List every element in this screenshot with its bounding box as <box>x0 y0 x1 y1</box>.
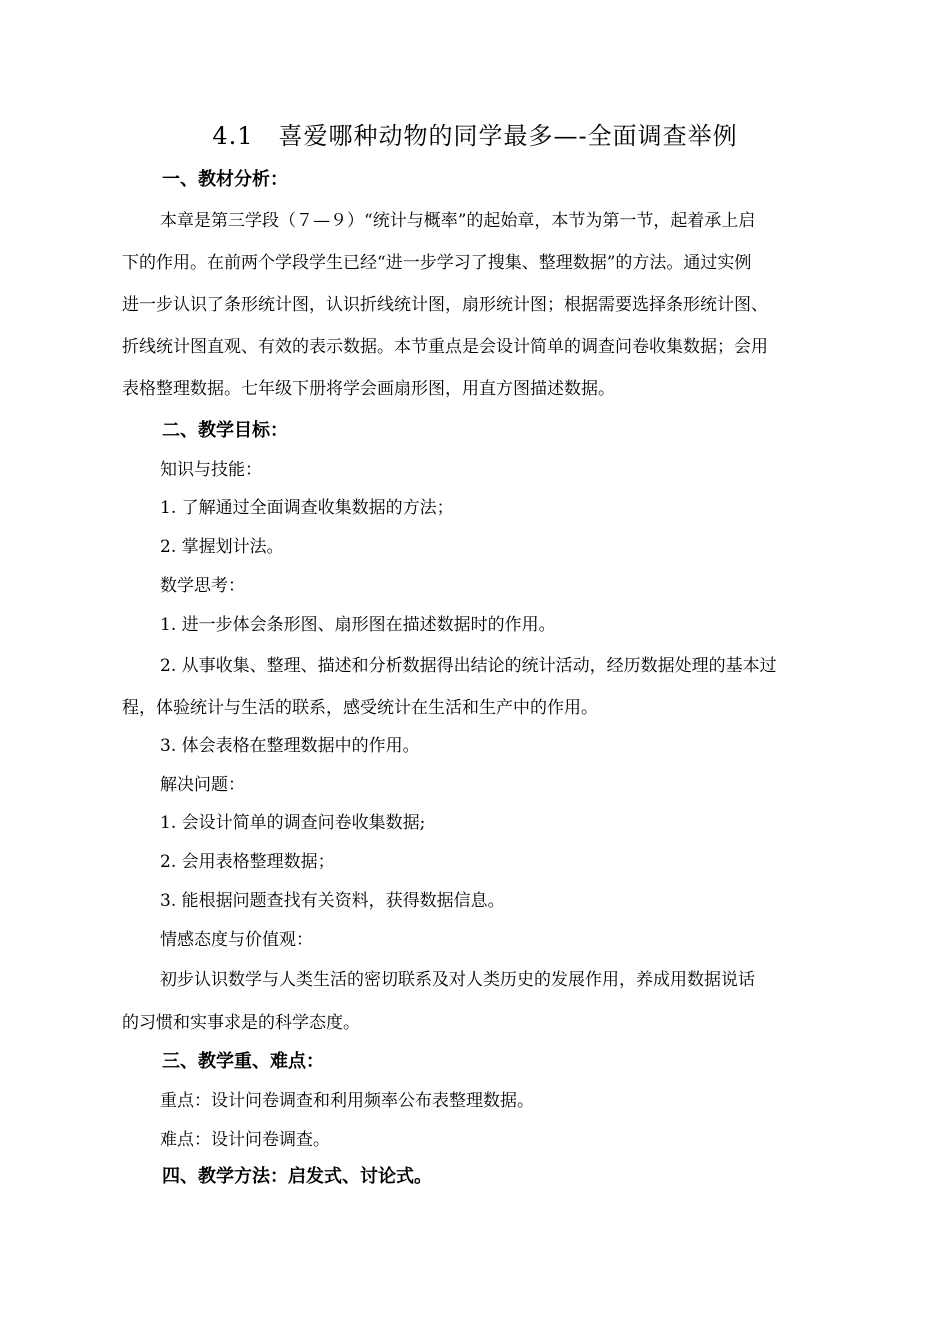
difficulty-line: 难点：设计问卷调查。 <box>160 1130 330 1150</box>
list-item: 1. 了解通过全面调查收集数据的方法； <box>160 498 454 518</box>
subheading-thinking: 数学思考： <box>160 576 245 596</box>
document-title: 4.1 喜爱哪种动物的同学最多—-全面调查举例 <box>212 122 738 150</box>
paragraph-line: 进一步认识了条形统计图，认识折线统计图，扇形统计图；根据需要选择条形统计图、 <box>122 295 768 315</box>
paragraph-line: 折线统计图直观、有效的表示数据。本节重点是会设计简单的调查问卷收集数据；会用 <box>122 337 768 357</box>
list-item: 1. 会设计简单的调查问卷收集数据; <box>160 813 426 833</box>
section-heading-textbook-analysis: 一、教材分析： <box>162 169 288 190</box>
paragraph-line: 下的作用。在前两个学段学生已经“进一步学习了搜集、整理数据”的方法。通过实例 <box>122 253 752 273</box>
subheading-knowledge: 知识与技能： <box>160 460 262 480</box>
section-heading-teaching-methods: 四、教学方法：启发式、讨论式。 <box>162 1166 432 1187</box>
subheading-problem-solving: 解决问题： <box>160 775 245 795</box>
list-item: 2. 会用表格整理数据； <box>160 852 335 872</box>
section-heading-key-points: 三、教学重、难点： <box>162 1051 324 1072</box>
list-item-continuation: 程，体验统计与生活的联系，感受统计在生活和生产中的作用。 <box>122 698 598 718</box>
list-item: 1. 进一步体会条形图、扇形图在描述数据时的作用。 <box>160 615 556 635</box>
list-item: 3. 体会表格在整理数据中的作用。 <box>160 736 420 756</box>
paragraph-line: 初步认识数学与人类生活的密切联系及对人类历史的发展作用，养成用数据说话 <box>160 970 755 990</box>
section-heading-teaching-goals: 二、教学目标： <box>162 420 288 441</box>
subheading-emotion-values: 情感态度与价值观： <box>160 930 313 950</box>
paragraph-line: 的习惯和实事求是的科学态度。 <box>122 1013 360 1033</box>
list-item: 2. 从事收集、整理、描述和分析数据得出结论的统计活动，经历数据处理的基本过 <box>160 656 777 676</box>
paragraph-line: 本章是第三学段（７—９）“统计与概率”的起始章，本节为第一节，起着承上启 <box>160 211 756 231</box>
key-point-line: 重点：设计问卷调查和利用频率公布表整理数据。 <box>160 1091 534 1111</box>
list-item: 3. 能根据问题查找有关资料，获得数据信息。 <box>160 891 505 911</box>
list-item: 2. 掌握划计法。 <box>160 537 284 557</box>
paragraph-line: 表格整理数据。七年级下册将学会画扇形图，用直方图描述数据。 <box>122 379 615 399</box>
